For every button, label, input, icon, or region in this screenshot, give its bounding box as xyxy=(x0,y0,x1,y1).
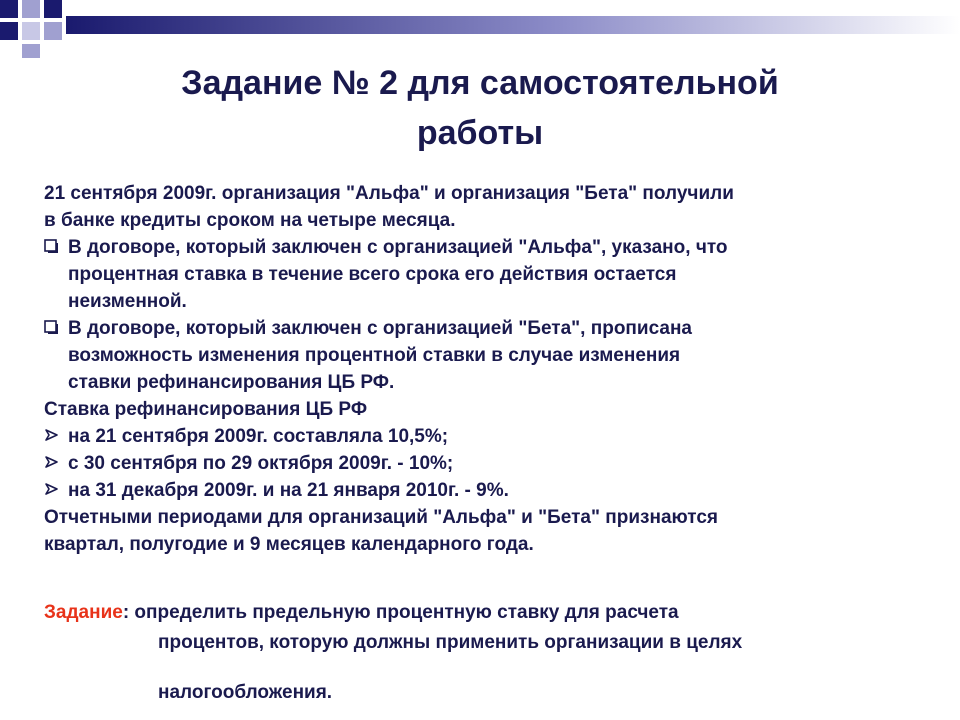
slide-title xyxy=(60,58,900,158)
header-decoration xyxy=(0,0,960,60)
title-line-1: Задание № 2 для самостоятельной xyxy=(181,64,779,102)
square-bullet-icon xyxy=(44,234,68,261)
task-line-3: налогообложения. xyxy=(158,682,333,703)
contract-alpha-line-3: неизменной. xyxy=(68,291,187,312)
contract-beta-line-1 xyxy=(44,315,924,342)
periods-line-2: квартал, полугодие и 9 месяцев календарного года. xyxy=(44,534,534,555)
contract-alpha-line-2: процентная ставка в течение всего срока его действия остается xyxy=(68,264,677,285)
rate-item-1-text: на 21 сентября 2009г. составляла 10,5%; xyxy=(68,426,449,447)
title-line-2: работы xyxy=(416,114,544,152)
periods-line-1: Отчетными периодами для организаций "Альфа" и "Бета" признаются xyxy=(44,507,718,528)
task-text-1: определить предельную процентную ставку для расчета xyxy=(129,602,679,623)
rate-item-3-text: на 31 декабря 2009г. и на 21 января 2010г. - 9%. xyxy=(68,480,509,501)
slide-body xyxy=(44,180,924,558)
task-line-1 xyxy=(44,598,924,628)
rate-item-2 xyxy=(44,450,924,477)
rate-item-1 xyxy=(44,423,924,450)
intro-line-1: 21 сентября 2009г. организация "Альфа" и организация "Бета" получили xyxy=(44,183,734,204)
rate-item-3 xyxy=(44,477,924,504)
contract-beta-text-1: В договоре, который заключен с организацией "Бета", прописана xyxy=(68,318,692,339)
task-label: Задание xyxy=(44,602,123,623)
task-block xyxy=(44,598,924,708)
rate-heading: Ставка рефинансирования ЦБ РФ xyxy=(44,399,368,420)
contract-beta-line-3: ставки рефинансирования ЦБ РФ. xyxy=(68,372,395,393)
square-bullet-icon xyxy=(44,315,68,342)
contract-beta-line-2: возможность изменения процентной ставки в случае изменения xyxy=(68,345,681,366)
arrow-bullet-icon xyxy=(44,477,68,504)
arrow-bullet-icon xyxy=(44,423,68,450)
contract-alpha-line-1 xyxy=(44,234,924,261)
contract-alpha-text-1: В договоре, который заключен с организацией "Альфа", указано, что xyxy=(68,237,728,258)
task-colon: : xyxy=(122,602,130,623)
task-line-2: процентов, которую должны применить организации в целях xyxy=(158,632,743,653)
arrow-bullet-icon xyxy=(44,450,68,477)
intro-line-2: в банке кредиты сроком на четыре месяца. xyxy=(44,210,456,231)
rate-item-2-text: с 30 сентября по 29 октября 2009г. - 10%; xyxy=(68,453,454,474)
